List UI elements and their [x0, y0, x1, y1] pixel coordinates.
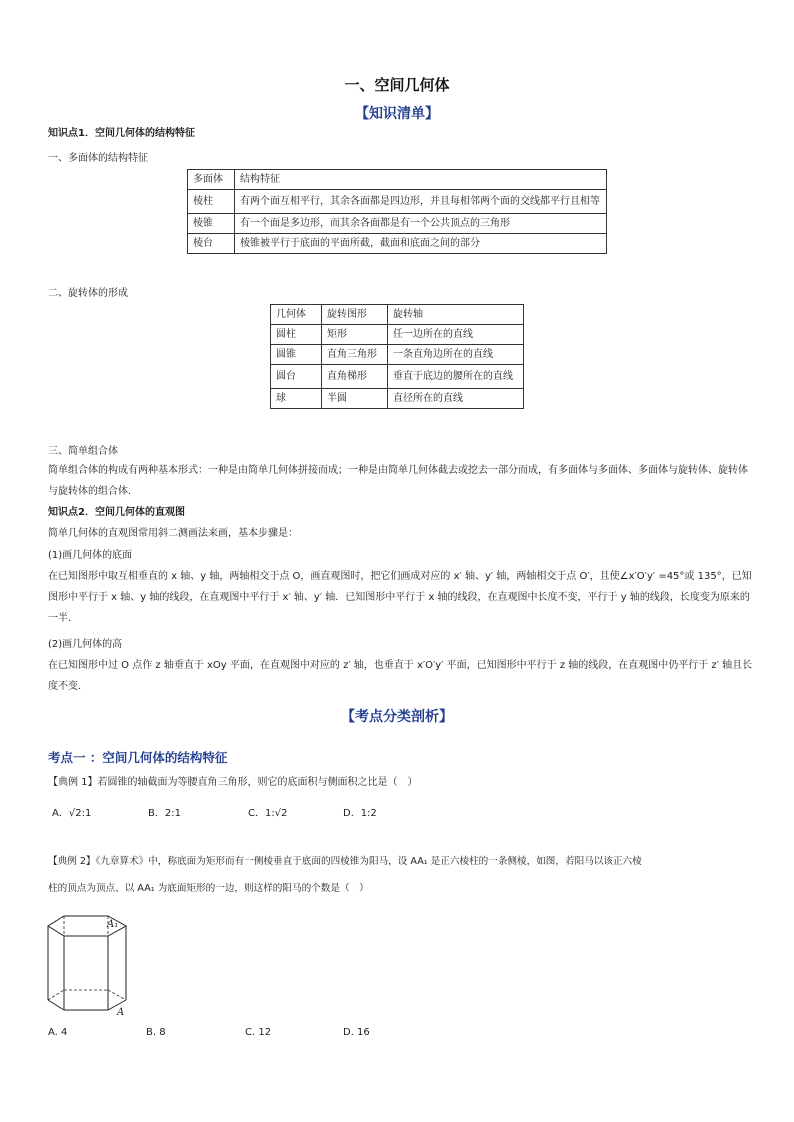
table-cell: 圆台: [271, 365, 322, 389]
example1-option-d[interactable]: D．1:2: [343, 808, 377, 819]
kp1-title: 知识点1．空间几何体的结构特征: [48, 128, 195, 139]
table-cell: 有两个面互相平行，其余各面都是四边形，并且每相邻两个面的交线都平行且相等: [235, 190, 607, 214]
kaodian-one-title: 考点一 ：空间几何体的结构特征: [48, 750, 228, 765]
table-cell: 圆锥: [271, 345, 322, 365]
table-row: [271, 325, 524, 345]
table-header-cell: 结构特征: [235, 170, 607, 190]
table-cell: 有一个面是多边形，而其余各面都是有一个公共顶点的三角形: [235, 214, 607, 234]
step1-title: (1)画几何体的底面: [48, 550, 133, 561]
figure-label-a1: A₁: [107, 919, 119, 930]
revolution-table: [270, 304, 524, 409]
example2-option-a[interactable]: A. 4: [48, 1027, 68, 1038]
table-cell: 球: [271, 389, 322, 409]
table-row: [271, 345, 524, 365]
composite-paragraph: 简单组合体的构成有两种基本形式：一种是由简单几何体拼接而成；一种是由简单几何体截去或挖去一部分而成，有多面体与多面体、多面体与旋转体、旋转体与旋转体的组合体．: [48, 465, 748, 497]
example2-option-b[interactable]: B. 8: [146, 1027, 166, 1038]
table-cell: 一条直角边所在的直线: [388, 345, 524, 365]
example2-option-d[interactable]: D. 16: [343, 1027, 370, 1038]
hexagonal-prism-figure: [46, 912, 158, 1020]
table-cell: 棱柱: [188, 190, 235, 214]
table-cell: 矩形: [322, 325, 388, 345]
page-title: 一、空间几何体: [344, 76, 450, 94]
revolution-subheading: 二、旋转体的形成: [48, 288, 128, 299]
polyhedron-table: [187, 169, 607, 254]
table-cell: 棱锥被平行于底面的平面所截，截面和底面之间的部分: [235, 234, 607, 254]
table-cell: 垂直于底边的腰所在的直线: [388, 365, 524, 389]
table-cell: 圆柱: [271, 325, 322, 345]
table-row: [188, 234, 607, 254]
table-cell: 棱锥: [188, 214, 235, 234]
table-header-cell: 旋转轴: [388, 305, 524, 325]
example1-option-b[interactable]: B．2:1: [148, 808, 181, 819]
table-header-cell: 几何体: [271, 305, 322, 325]
kp2-intro: 简单几何体的直观图常用斜二测画法来画，基本步骤是：: [48, 528, 298, 539]
table-cell: 直角梯形: [322, 365, 388, 389]
example1-option-a[interactable]: A．√2:1: [52, 808, 92, 819]
table-row: [271, 305, 524, 325]
example1-question: 【典例 1】若圆锥的轴截面为等腰直角三角形，则它的底面积与侧面积之比是（ ）: [48, 777, 418, 788]
table-cell: 半圆: [322, 389, 388, 409]
table-row: [271, 365, 524, 389]
composite-subheading: 三、简单组合体: [48, 446, 118, 457]
table-cell: 直径所在的直线: [388, 389, 524, 409]
table-cell: 直角三角形: [322, 345, 388, 365]
table-header-cell: 旋转图形: [322, 305, 388, 325]
table-cell: 棱台: [188, 234, 235, 254]
step2-title: (2)画几何体的高: [48, 639, 123, 650]
example2-question-line1: 【典例 2】《九章算术》中，称底面为矩形而有一侧棱垂直于底面的四棱锥为阳马，设 AA₁ 是正六棱柱的一条侧棱，如图，若阳马以该正六棱: [48, 856, 642, 867]
example2-question-line2: 柱的顶点为顶点、以 AA₁ 为底面矩形的一边，则这样的阳马的个数是（ ）: [48, 883, 369, 894]
table-row: [188, 170, 607, 190]
knowledge-section-heading: 【知识清单】: [355, 106, 439, 122]
table-row: [271, 389, 524, 409]
table-cell: 任一边所在的直线: [388, 325, 524, 345]
step1-text: 在已知图形中取互相垂直的 x 轴、y 轴，两轴相交于点 O，画直观图时，把它们画成对应的 x′ 轴、y′ 轴，两轴相交于点 O′，且使∠x′O′y′ =45°或 135°，已知图形中平行于 x 轴、y 轴的线段，在直观图中平行于 x′ 轴、y′ 轴．已知图形中平行于 x 轴的线段，在直观图中长度不变，平行于 y 轴的线段，长度变为原来的一半．: [48, 571, 752, 624]
analysis-section-heading: 【考点分类剖析】: [341, 709, 453, 725]
example2-option-c[interactable]: C. 12: [245, 1027, 272, 1038]
step2-text: 在已知图形中过 O 点作 z 轴垂直于 xOy 平面，在直观图中对应的 z′ 轴，也垂直于 x′O′y′ 平面，已知图形中平行于 z 轴的线段，在直观图中仍平行于 z′ 轴且长度不变．: [48, 660, 753, 692]
kp2-title: 知识点2．空间几何体的直观图: [48, 507, 185, 518]
table-row: [188, 214, 607, 234]
polyhedron-subheading: 一、多面体的结构特征: [48, 153, 148, 164]
example1-option-c[interactable]: C．1:√2: [248, 808, 288, 819]
figure-label-a: A: [117, 1007, 125, 1018]
table-row: [188, 190, 607, 214]
table-header-cell: 多面体: [188, 170, 235, 190]
